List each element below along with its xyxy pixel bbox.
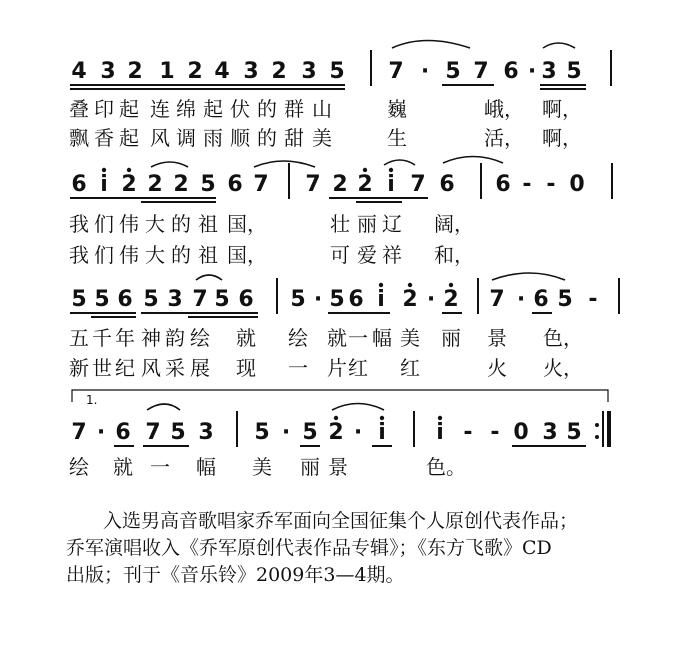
lyric-char: 火: [487, 356, 507, 380]
slur: [196, 275, 222, 280]
note: 2: [332, 172, 348, 197]
note: 5: [557, 287, 573, 312]
lyric-char: 我: [69, 243, 89, 267]
lyric-char: 新: [69, 356, 89, 380]
lyric-char: 国，: [227, 212, 267, 236]
lyric-char: 美: [252, 455, 272, 479]
note: 5: [566, 59, 582, 84]
lyric-char: 大: [145, 212, 165, 236]
augmentation-dot: ·: [527, 59, 537, 84]
lyric-char: 丽: [357, 212, 377, 236]
note: 5: [214, 287, 230, 312]
lyric-char: 阔，: [434, 212, 474, 236]
lyric-char: 就: [327, 326, 347, 350]
lyric-char: 千: [92, 326, 112, 350]
caption-line: 乔军演唱收入《乔军原创代表作品专辑》；《东方飞歌》CD: [66, 537, 552, 559]
note: 2: [187, 59, 203, 84]
note: 2: [173, 172, 189, 197]
lyric-char: 现: [236, 356, 256, 380]
bar-line: [413, 411, 415, 447]
caption-line: 入选男高音歌唱家乔军面向全国征集个人原创代表作品；: [103, 510, 579, 532]
beam-underline: [540, 84, 586, 86]
augmentation-dot: ·: [281, 420, 291, 445]
lyric-char: 绘: [288, 326, 308, 350]
lyric-char: 辽: [382, 212, 402, 236]
note: 5: [329, 287, 345, 312]
lyric-char: 起: [119, 97, 139, 121]
bar-line: [480, 163, 482, 199]
augmentation-dot: ·: [426, 287, 436, 312]
lyric-char: 叠: [69, 97, 89, 121]
lyric-char: 风: [141, 356, 161, 380]
dash: -: [490, 420, 500, 445]
volta-label: 1.: [86, 393, 98, 407]
note: 2: [328, 420, 344, 445]
note: 7: [305, 172, 321, 197]
slur: [443, 157, 503, 164]
lyric-char: 伟: [119, 212, 139, 236]
note: 3: [541, 59, 557, 84]
note: 6: [495, 172, 511, 197]
lyric-char: 我: [69, 212, 89, 236]
bar-line: [236, 411, 238, 447]
lyric-char: 色，: [543, 326, 583, 350]
bar-line: [288, 163, 290, 199]
beam-underline: [114, 445, 134, 447]
lyric-char: 采: [165, 356, 185, 380]
note: 1: [159, 59, 175, 84]
lyric-char: 丽: [441, 326, 461, 350]
beam-underline: [143, 445, 189, 447]
bar-line: [370, 50, 372, 86]
lyric-char: 世: [92, 356, 112, 380]
beam-underline: [141, 201, 216, 203]
repeat-dot: [595, 423, 599, 427]
note: 6: [117, 287, 133, 312]
beam-underline: [356, 201, 402, 203]
lyric-char: 一: [348, 326, 368, 350]
note: i: [436, 420, 444, 445]
beam-underline: [329, 197, 428, 199]
bar-line: [477, 278, 479, 314]
note: 2: [271, 59, 287, 84]
bar-line: [618, 278, 620, 314]
lyric-char: 们: [94, 212, 114, 236]
repeat-dot: [595, 435, 599, 439]
lyric-char: 丽: [300, 455, 320, 479]
note: 5: [445, 59, 461, 84]
lyric-char: 景: [328, 455, 348, 479]
beam-underline: [188, 316, 258, 318]
note: 7: [388, 59, 404, 84]
lyric-char: 起: [203, 97, 223, 121]
lyric-char: 山: [312, 97, 332, 121]
note: 2: [127, 59, 143, 84]
lyric-char: 印: [94, 97, 114, 121]
note: 6: [115, 420, 131, 445]
beam-underline: [532, 312, 552, 314]
note: 2: [443, 287, 459, 312]
lyric-char: 调: [176, 126, 196, 150]
lyric-char: 火，: [543, 356, 583, 380]
dash: -: [588, 287, 598, 312]
slur: [332, 404, 384, 411]
lyric-char: 爱: [357, 243, 377, 267]
rest: 0: [569, 172, 585, 197]
lyric-char: 幅: [196, 455, 216, 479]
slur: [147, 404, 180, 410]
note: 5: [329, 59, 345, 84]
note: 6: [227, 172, 243, 197]
augmentation-dot: ·: [96, 420, 106, 445]
beam-underline: [141, 312, 258, 314]
bar-line: [611, 163, 613, 199]
lyric-char: 祥: [382, 243, 402, 267]
beam-underline: [328, 312, 390, 314]
lyric-char: 国，: [227, 243, 267, 267]
dash: -: [522, 172, 532, 197]
slur: [543, 43, 575, 48]
note: 5: [566, 420, 582, 445]
lyric-char: 啊，: [542, 97, 582, 121]
lyric-char: 巍: [387, 97, 407, 121]
lyric-char: 神: [141, 326, 161, 350]
lyric-char: 的: [171, 212, 191, 236]
lyric-char: 风: [150, 126, 170, 150]
note: 6: [439, 172, 455, 197]
beam-underline: [70, 197, 216, 199]
note: 3: [243, 59, 259, 84]
volta-bracket: [72, 390, 608, 402]
lyric-char: 起: [119, 126, 139, 150]
lyric-char: 展: [190, 356, 210, 380]
note: 2: [357, 172, 373, 197]
note: 7: [253, 172, 269, 197]
lyric-char: 连: [150, 97, 170, 121]
augmentation-dot: ·: [516, 287, 526, 312]
beam-underline: [70, 312, 136, 314]
lyric-char: 年: [115, 326, 135, 350]
bar-line: [610, 50, 612, 86]
note: 7: [71, 420, 87, 445]
note: 5: [290, 287, 306, 312]
note: 2: [402, 287, 418, 312]
slur: [384, 160, 415, 165]
slur: [392, 41, 470, 49]
lyric-char: 幅: [372, 326, 392, 350]
lyric-char: 的: [257, 97, 277, 121]
note: 3: [542, 420, 558, 445]
beam-underline: [442, 312, 462, 314]
lyric-char: 红: [348, 356, 368, 380]
lyric-char: 群: [284, 97, 304, 121]
lyric-char: 伟: [119, 243, 139, 267]
beam-underline: [91, 316, 136, 318]
note: 6: [348, 287, 364, 312]
lyric-char: 生: [387, 126, 407, 150]
beam-underline: [540, 88, 586, 90]
lyric-char: 片: [327, 356, 347, 380]
caption-line: 出版；刊于《音乐铃》2009年3—4期。: [66, 564, 405, 586]
note: 2: [121, 172, 137, 197]
lyric-char: 香: [94, 126, 114, 150]
note: 4: [214, 59, 230, 84]
note: 7: [473, 59, 489, 84]
repeat-bar-thin: [602, 411, 604, 447]
note: 5: [302, 420, 318, 445]
note: i: [100, 172, 108, 197]
lyric-char: 啊，: [542, 126, 582, 150]
beam-underline: [70, 88, 345, 90]
note: i: [377, 287, 385, 312]
note: 7: [192, 287, 208, 312]
lyric-char: 就: [113, 455, 133, 479]
lyric-char: 大: [145, 243, 165, 267]
note: 5: [94, 287, 110, 312]
lyric-char: 绘: [190, 326, 210, 350]
note: 5: [143, 287, 159, 312]
lyric-char: 景: [487, 326, 507, 350]
note: 7: [410, 172, 426, 197]
lyric-char: 顺: [230, 126, 250, 150]
note: 5: [71, 287, 87, 312]
note: i: [378, 420, 386, 445]
lyric-char: 一: [150, 455, 170, 479]
lyric-char: 峨，: [484, 97, 524, 121]
augmentation-dot: ·: [420, 59, 430, 84]
lyric-char: 和，: [434, 243, 474, 267]
lyric-char: 纪: [115, 356, 135, 380]
lyric-char: 飘: [69, 126, 89, 150]
note: 5: [200, 172, 216, 197]
beam-underline: [372, 445, 392, 447]
slur: [492, 273, 565, 280]
augmentation-dot: ·: [353, 420, 363, 445]
bar-line: [276, 278, 278, 314]
lyric-char: 的: [257, 126, 277, 150]
lyric-char: 一: [288, 356, 308, 380]
note: 6: [71, 172, 87, 197]
lyric-char: 雨: [203, 126, 223, 150]
note: 7: [145, 420, 161, 445]
slur: [254, 161, 315, 167]
note: 6: [503, 59, 519, 84]
lyric-char: 祖: [198, 243, 218, 267]
lyric-char: 壮: [330, 212, 350, 236]
note: 3: [301, 59, 317, 84]
beam-underline: [512, 445, 586, 447]
note: 4: [71, 59, 87, 84]
lyric-char: 们: [94, 243, 114, 267]
beam-underline: [300, 445, 320, 447]
lyric-char: 五: [69, 326, 89, 350]
lyric-char: 韵: [165, 326, 185, 350]
note: 7: [489, 287, 505, 312]
lyric-char: 红: [400, 356, 420, 380]
note: 2: [147, 172, 163, 197]
lyric-char: 祖: [198, 212, 218, 236]
note: i: [387, 172, 395, 197]
note: 5: [254, 420, 270, 445]
lyric-char: 美: [312, 126, 332, 150]
augmentation-dot: ·: [313, 287, 323, 312]
lyric-char: 伏: [230, 97, 250, 121]
note: 5: [170, 420, 186, 445]
lyric-char: 就: [236, 326, 256, 350]
rest: 0: [513, 420, 529, 445]
slur: [151, 162, 188, 167]
lyric-char: 可: [330, 243, 350, 267]
note: 6: [533, 287, 549, 312]
note: 3: [100, 59, 116, 84]
lyric-char: 色。: [426, 455, 466, 479]
dash: -: [463, 420, 473, 445]
beam-underline: [442, 84, 494, 86]
repeat-bar-thick: [607, 411, 611, 447]
lyric-char: 甜: [284, 126, 304, 150]
note: 3: [167, 287, 183, 312]
lyric-char: 美: [400, 326, 420, 350]
lyric-char: 的: [171, 243, 191, 267]
note: 6: [238, 287, 254, 312]
lyric-char: 绵: [176, 97, 196, 121]
note: 3: [198, 420, 214, 445]
dash: -: [546, 172, 556, 197]
lyric-char: 绘: [69, 455, 89, 479]
beam-underline: [70, 84, 345, 86]
lyric-char: 活，: [484, 126, 524, 150]
